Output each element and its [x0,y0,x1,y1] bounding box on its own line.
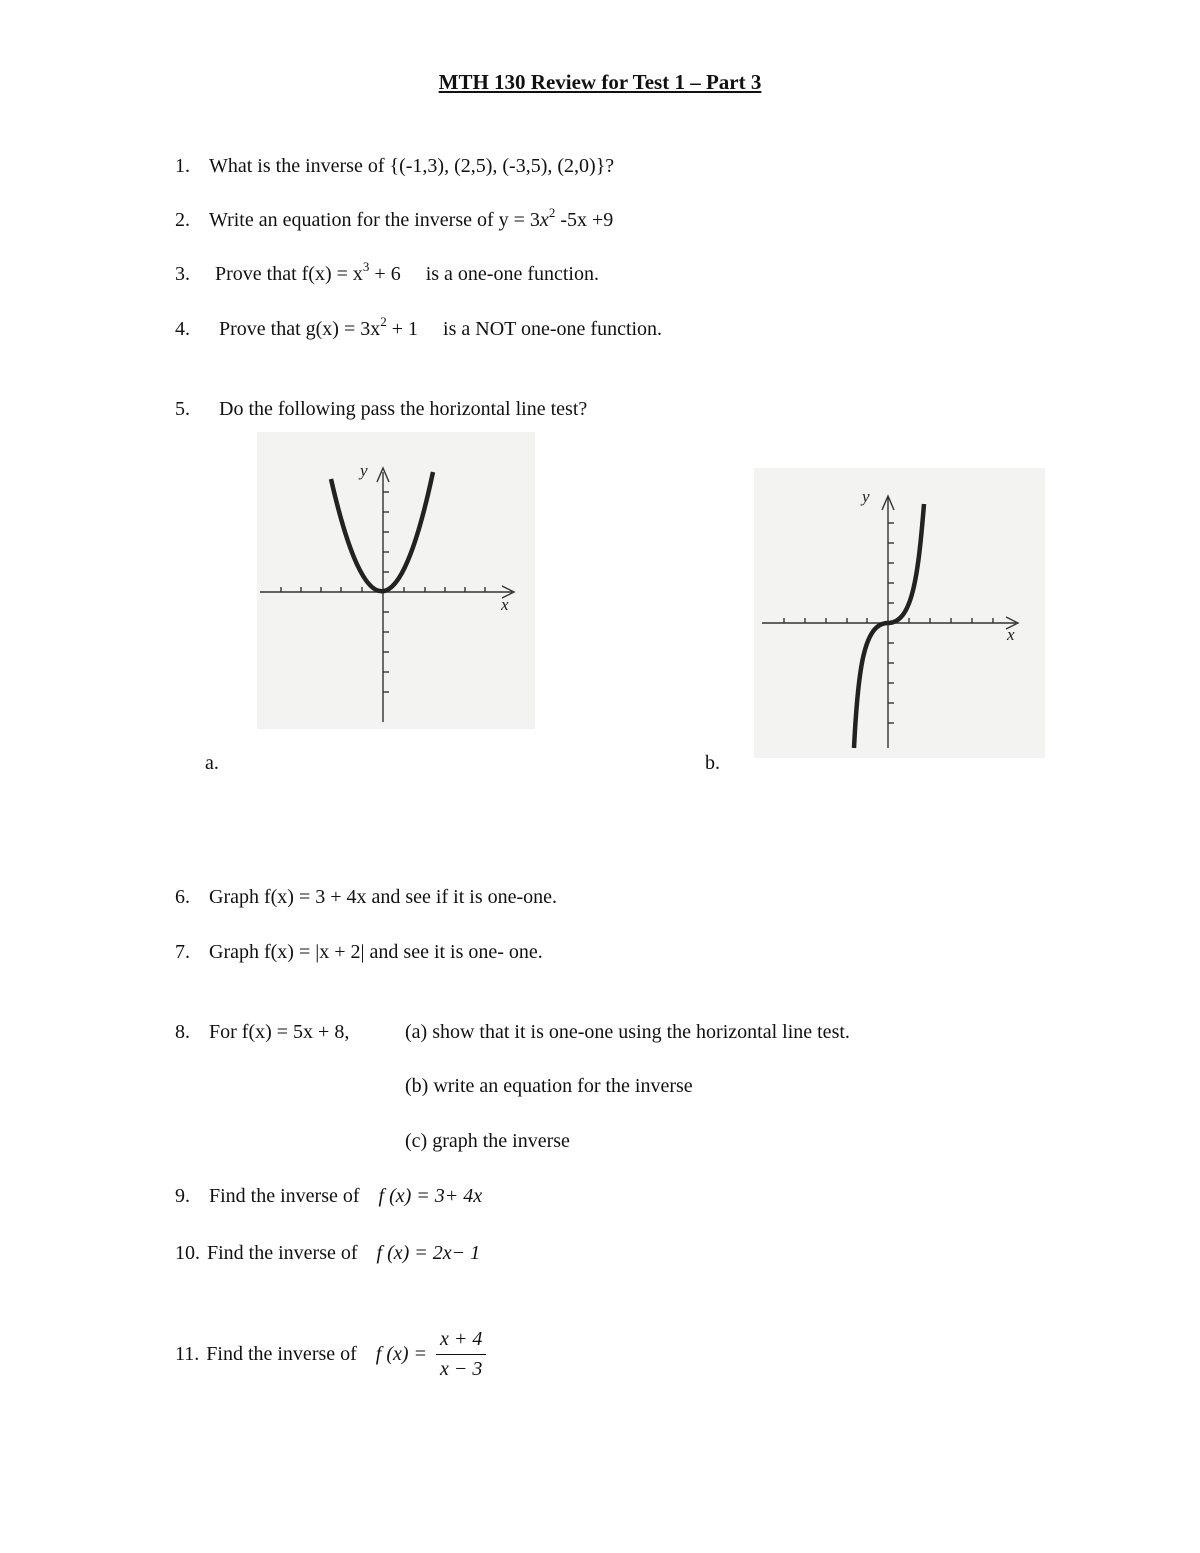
question-number: 8. [175,1021,190,1043]
question-text: Graph f(x) = 3 + 4x and see if it is one-one. [209,886,558,908]
question-8 [175,1021,349,1044]
graph-b-svg [754,468,1045,758]
question-text-prefix: Prove that f(x) = x [215,263,363,285]
graph-a-caption: a. [205,752,219,774]
numerator: x + 4 [436,1328,486,1355]
question-number: 10. [175,1242,200,1264]
question-text-suffix: -5x +9 [555,209,614,231]
question-text: For f(x) = 5x + 8, [209,1021,350,1043]
question-5 [175,398,587,421]
parabola-curve [331,472,433,591]
question-number: 1. [175,155,190,177]
question-text: What is the inverse of {(-1,3), (2,5), (-3,5), (2,0)}? [209,155,615,177]
question-9 [175,1185,482,1208]
question-text: Do the following pass the horizontal line test? [219,398,588,420]
question-number: 11. [175,1343,200,1365]
question-text-prefix: Prove that g(x) = 3x [219,318,381,340]
question-text: Graph f(x) = |x + 2| and see it is one- one. [209,941,543,963]
graph-a-svg [257,432,535,729]
question-4 [175,314,663,341]
formula: f (x) = 3+ 4x [378,1185,483,1207]
question-number: 4. [175,318,190,340]
question-6 [175,886,557,909]
question-10 [175,1242,480,1265]
formula: f (x) = 2x− 1 [376,1242,481,1264]
formula-lhs: f (x) = [375,1343,428,1365]
question-text-prefix: Write an equation for the inverse of y = 3 [209,209,540,231]
page-title: MTH 130 Review for Test 1 – Part 3 [438,70,762,94]
question-8-part-b: (b) write an equation for the inverse [405,1075,693,1097]
variable-x: x [539,209,549,231]
question-text: Find the inverse of [207,1242,358,1264]
denominator: x − 3 [440,1358,483,1380]
question-text-suffix: + 6 is a one-one function. [369,263,599,285]
question-number: 2. [175,209,190,231]
fraction [436,1328,486,1381]
exponent: 2 [548,205,556,220]
question-1 [175,155,614,178]
cubic-curve [854,504,924,748]
y-axis-label: y [360,461,368,480]
question-number: 9. [175,1185,190,1207]
y-axis-label: y [862,487,870,506]
question-number: 5. [175,398,190,420]
question-text: Find the inverse of [206,1343,357,1365]
question-number: 7. [175,941,190,963]
graph-b-caption: b. [705,752,720,774]
question-8-part-c: (c) graph the inverse [405,1130,570,1152]
question-text: Find the inverse of [209,1185,360,1207]
graph-b-cubic [754,468,1045,758]
question-2 [175,205,614,232]
question-number: 6. [175,886,190,908]
exponent: 3 [362,259,370,274]
x-axis-label: x [1007,625,1015,644]
question-3 [175,259,599,286]
question-11 [175,1328,486,1381]
x-axis-label: x [501,595,509,614]
question-text-suffix: + 1 is a NOT one-one function. [386,318,663,340]
question-7 [175,941,543,964]
graph-a-parabola [257,432,535,729]
question-8-part-a: (a) show that it is one-one using the horizontal line test. [405,1021,850,1043]
question-number: 3. [175,263,190,285]
exponent: 2 [380,314,387,329]
